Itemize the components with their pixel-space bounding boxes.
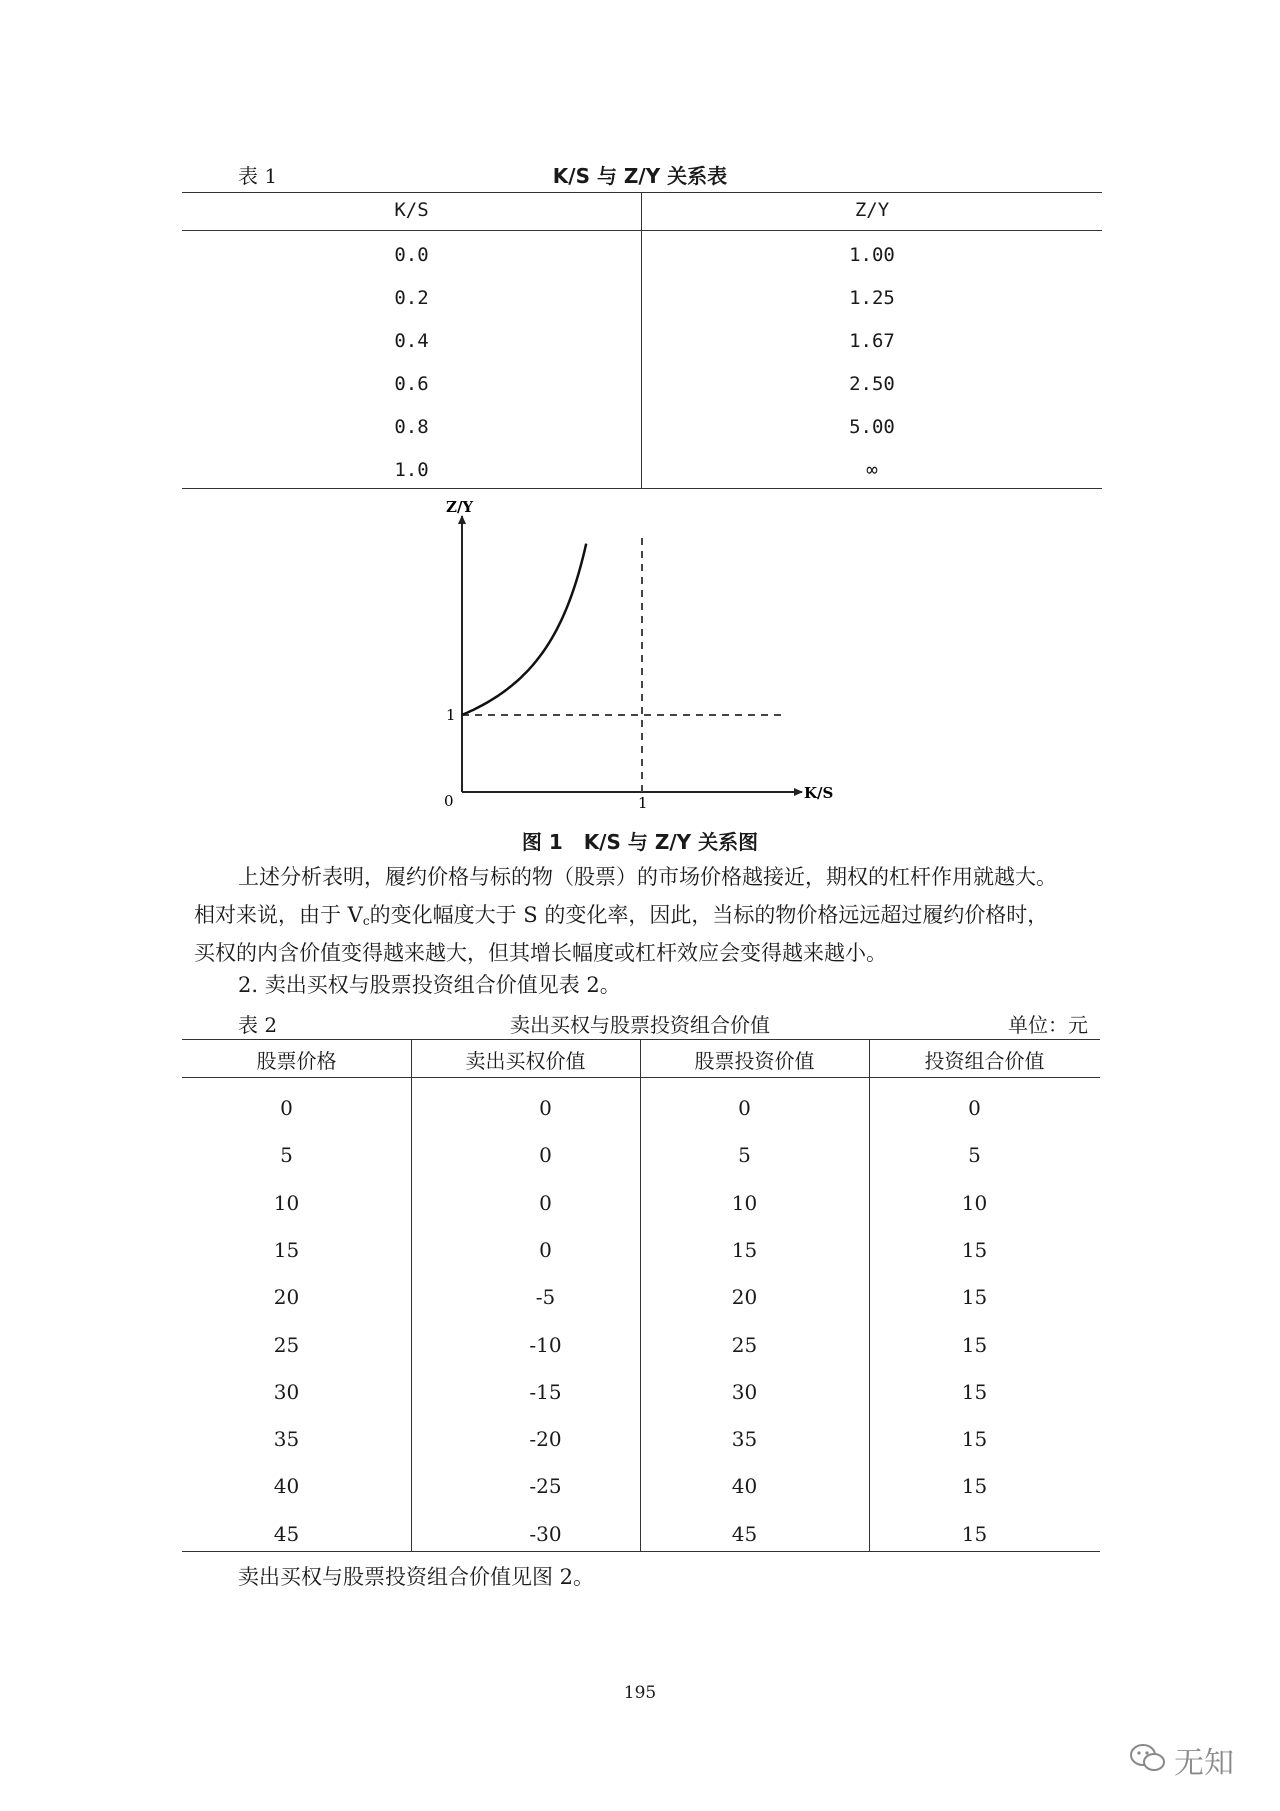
origin-tick-label: 0 (444, 792, 454, 810)
table2-cell: 40 (273, 1474, 300, 1498)
y-axis-label: Z/Y (446, 498, 474, 516)
table2-cell: 0 (280, 1096, 293, 1120)
table1-header-zy: Z/Y (854, 199, 890, 221)
table2-cell: -25 (529, 1474, 562, 1498)
table2-cell: -15 (529, 1380, 562, 1404)
table2-cell: 10 (961, 1191, 988, 1215)
table2-cell: 5 (738, 1143, 751, 1167)
table1-cell: 5.00 (849, 416, 895, 438)
table1-cell: 0.8 (394, 416, 429, 438)
table2-cell: 40 (731, 1474, 758, 1498)
paragraph-subscript: c (362, 914, 370, 928)
table1-cell: ∞ (866, 459, 878, 481)
table1-cell: 1.25 (849, 287, 895, 309)
figure1-caption: 图 1 K/S 与 Z/Y 关系图 (521, 830, 759, 854)
x-axis-label: K/S (804, 784, 834, 802)
table2-cell: 30 (731, 1380, 758, 1404)
table2-cell: 45 (273, 1522, 300, 1546)
table2-cell: 20 (731, 1285, 758, 1309)
table2-bottom-rule (182, 1551, 1100, 1552)
table1-cell: 1.67 (849, 330, 895, 352)
table2-cell: 0 (539, 1143, 552, 1167)
table2-unit: 单位：元 (1008, 1013, 1088, 1037)
x-tick-label-1: 1 (638, 794, 648, 812)
table2-cell: 0 (738, 1096, 751, 1120)
curve-series (462, 544, 586, 715)
table2-cell: 15 (961, 1380, 988, 1404)
table1-cell: 0.6 (394, 373, 429, 395)
table2-cell: 15 (961, 1474, 988, 1498)
table2-header-stock-value: 股票投资价值 (694, 1049, 815, 1073)
table2-cell: 15 (961, 1522, 988, 1546)
wechat-icon (1128, 1741, 1168, 1775)
table2-cell: 15 (731, 1238, 758, 1262)
table1-header-rule (182, 230, 1102, 231)
table2-header-rule (182, 1077, 1100, 1078)
closing-line: 卖出买权与股票投资组合价值见图 2。 (238, 1565, 595, 1589)
table2-cell: 15 (961, 1238, 988, 1262)
table2-header-portfolio-value: 投资组合价值 (924, 1049, 1045, 1073)
table1-cell: 1.00 (849, 244, 895, 266)
table2-cell: 5 (280, 1143, 293, 1167)
watermark (1128, 1738, 1238, 1781)
table1-cell: 0.4 (394, 330, 429, 352)
table2-cell: 15 (961, 1333, 988, 1357)
table2-cell: 0 (968, 1096, 981, 1120)
table2-header-call-value: 卖出买权价值 (465, 1049, 586, 1073)
page-number: 195 (623, 1683, 657, 1703)
table2-cell: 15 (961, 1285, 988, 1309)
paragraph-line-4: 2. 卖出买权与股票投资组合价值见表 2。 (238, 973, 621, 997)
paragraph-line-2b: 的变化幅度大于 S 的变化率，因此，当标的物价格远远超过履约价格时， (369, 903, 1049, 927)
table2-cell: -10 (529, 1333, 562, 1357)
table2-cell: -20 (529, 1427, 562, 1451)
table2-cell: 0 (539, 1191, 552, 1215)
table2-cell: 0 (539, 1238, 552, 1262)
table1-cell: 0.2 (394, 287, 429, 309)
table2-column-divider (411, 1039, 412, 1551)
table2-top-rule (182, 1039, 1100, 1040)
paragraph-line-1: 上述分析表明，履约价格与标的物（股票）的市场价格越接近，期权的杠杆作用就越大。 (238, 865, 1057, 889)
table1-number: 表 1 (238, 164, 278, 188)
table2-title: 卖出买权与股票投资组合价值 (510, 1013, 770, 1037)
table1-cell: 1.0 (394, 459, 429, 481)
table1-cell: 2.50 (849, 373, 895, 395)
table2-cell: 20 (273, 1285, 300, 1309)
paragraph-line-3: 买权的内含价值变得越来越大，但其增长幅度或杠杆效应会变得越来越小。 (194, 941, 887, 965)
watermark-text: 无知 (1174, 1746, 1234, 1781)
table1-cell: 0.0 (394, 244, 429, 266)
table1-bottom-rule (182, 488, 1102, 489)
paragraph-line-2a: 相对来说，由于 V (194, 903, 363, 927)
table1-header-ks: K/S (394, 199, 429, 221)
table2-cell: 25 (731, 1333, 758, 1357)
table2-cell: -30 (529, 1522, 562, 1546)
y-tick-label-1: 1 (446, 706, 456, 724)
table2-cell: 30 (273, 1380, 300, 1404)
table2-cell: 15 (273, 1238, 300, 1262)
table2-cell: 10 (731, 1191, 758, 1215)
table1-top-rule (182, 192, 1102, 193)
figure1-chart (380, 490, 850, 820)
table2-cell: 5 (968, 1143, 981, 1167)
table2-header-stock-price: 股票价格 (256, 1049, 337, 1073)
table2-cell: 15 (961, 1427, 988, 1451)
table2-cell: 25 (273, 1333, 300, 1357)
table2-cell: 0 (539, 1096, 552, 1120)
table2-cell: 10 (273, 1191, 300, 1215)
table1-title: K/S 与 Z/Y 关系表 (552, 164, 728, 188)
table2-cell: 45 (731, 1522, 758, 1546)
table2-cell: 35 (731, 1427, 758, 1451)
table2-cell: 35 (273, 1427, 300, 1451)
table2-cell: -5 (535, 1285, 556, 1309)
table2-number: 表 2 (238, 1013, 278, 1037)
